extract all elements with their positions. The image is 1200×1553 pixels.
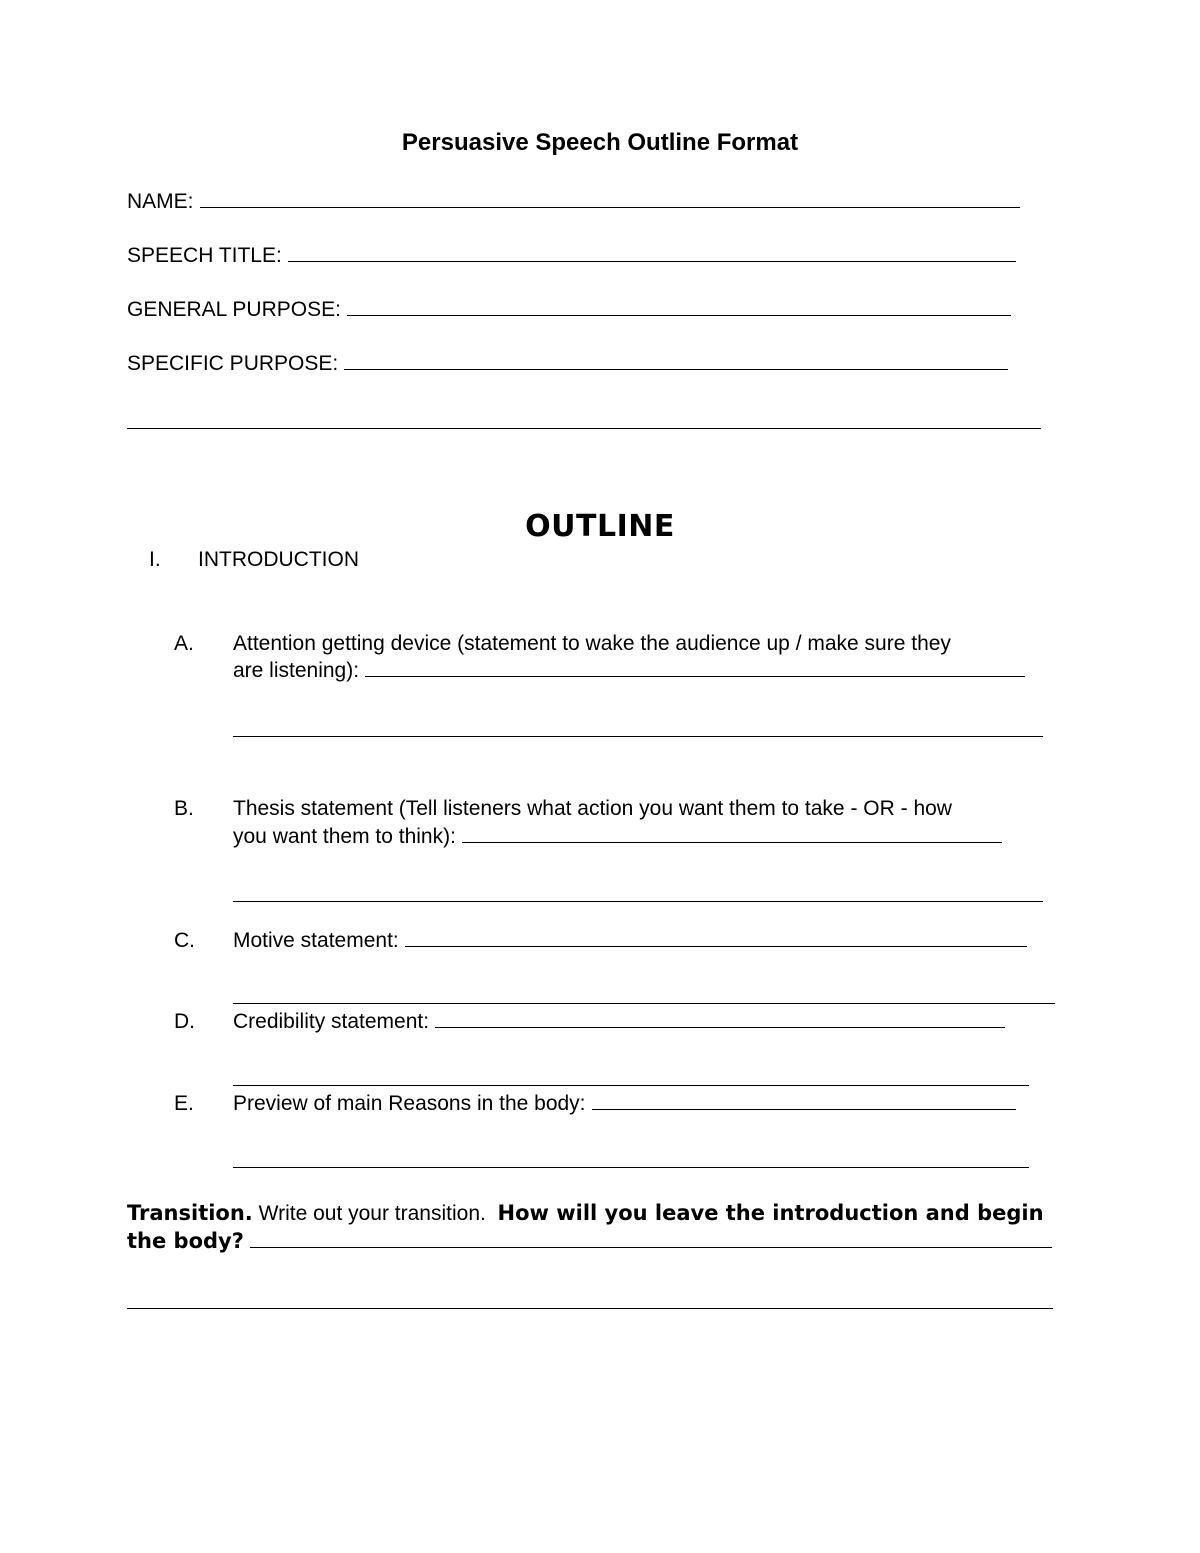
item-d-blank[interactable] — [435, 1026, 1005, 1028]
item-a-line1: Attention getting device (statement to wake the audience up / make sure they — [233, 632, 951, 655]
transition-line1 — [127, 1200, 1044, 1227]
specific-purpose-blank-2[interactable] — [127, 428, 1041, 429]
specific-purpose-field[interactable] — [127, 350, 1008, 377]
outline-heading: OUTLINE — [525, 509, 675, 544]
item-e-blank[interactable] — [592, 1108, 1016, 1110]
item-b-field[interactable] — [233, 823, 1002, 850]
item-b-line1: Thesis statement (Tell listeners what action you want them to take - OR - how — [233, 797, 952, 820]
item-c-letter: C. — [174, 929, 195, 952]
item-b-blank-2[interactable] — [233, 901, 1043, 902]
general-purpose-label: GENERAL PURPOSE: — [127, 298, 341, 321]
transition-label: Transition. — [127, 1201, 253, 1225]
item-a-blank[interactable] — [365, 675, 1025, 677]
item-c-blank-2[interactable] — [233, 1003, 1055, 1004]
item-d-blank-2[interactable] — [233, 1085, 1029, 1086]
item-e-field[interactable] — [233, 1090, 1016, 1117]
item-c-field[interactable] — [233, 927, 1027, 954]
section-label: INTRODUCTION — [198, 548, 359, 571]
item-d-letter: D. — [174, 1010, 195, 1033]
speech-title-blank[interactable] — [288, 260, 1016, 262]
page-title: Persuasive Speech Outline Format — [401, 129, 799, 156]
item-b-blank[interactable] — [462, 841, 1002, 843]
item-a-letter: A. — [174, 632, 194, 655]
transition-question-line1: How will you leave the introduction and begin — [497, 1201, 1044, 1225]
item-e-label: Preview of main Reasons in the body: — [233, 1092, 586, 1115]
speech-title-label: SPEECH TITLE: — [127, 244, 282, 267]
item-d-label: Credibility statement: — [233, 1010, 430, 1033]
name-blank[interactable] — [200, 206, 1020, 208]
general-purpose-field[interactable] — [127, 296, 1011, 323]
item-a-field[interactable] — [233, 657, 1025, 684]
transition-instruction: Write out your transition. — [252, 1202, 498, 1225]
transition-blank[interactable] — [250, 1246, 1052, 1248]
item-e-letter: E. — [174, 1092, 194, 1115]
specific-purpose-blank[interactable] — [344, 368, 1008, 370]
item-c-blank[interactable] — [405, 945, 1027, 947]
section-numeral: I. — [149, 548, 161, 571]
item-a-blank-2[interactable] — [233, 736, 1043, 737]
item-e-blank-2[interactable] — [233, 1167, 1029, 1168]
general-purpose-blank[interactable] — [347, 314, 1011, 316]
transition-blank-2[interactable] — [127, 1308, 1053, 1309]
transition-field[interactable] — [127, 1228, 1052, 1255]
item-c-label: Motive statement: — [233, 929, 399, 952]
item-a-line2: are listening): — [233, 659, 360, 682]
transition-question-line2: the body? — [127, 1229, 244, 1253]
specific-purpose-label: SPECIFIC PURPOSE: — [127, 352, 339, 375]
item-d-field[interactable] — [233, 1008, 1005, 1035]
item-b-letter: B. — [174, 797, 194, 820]
name-field[interactable] — [127, 188, 1020, 215]
item-b-line2: you want them to think): — [233, 825, 456, 848]
name-label: NAME: — [127, 190, 194, 213]
speech-title-field[interactable] — [127, 242, 1016, 269]
